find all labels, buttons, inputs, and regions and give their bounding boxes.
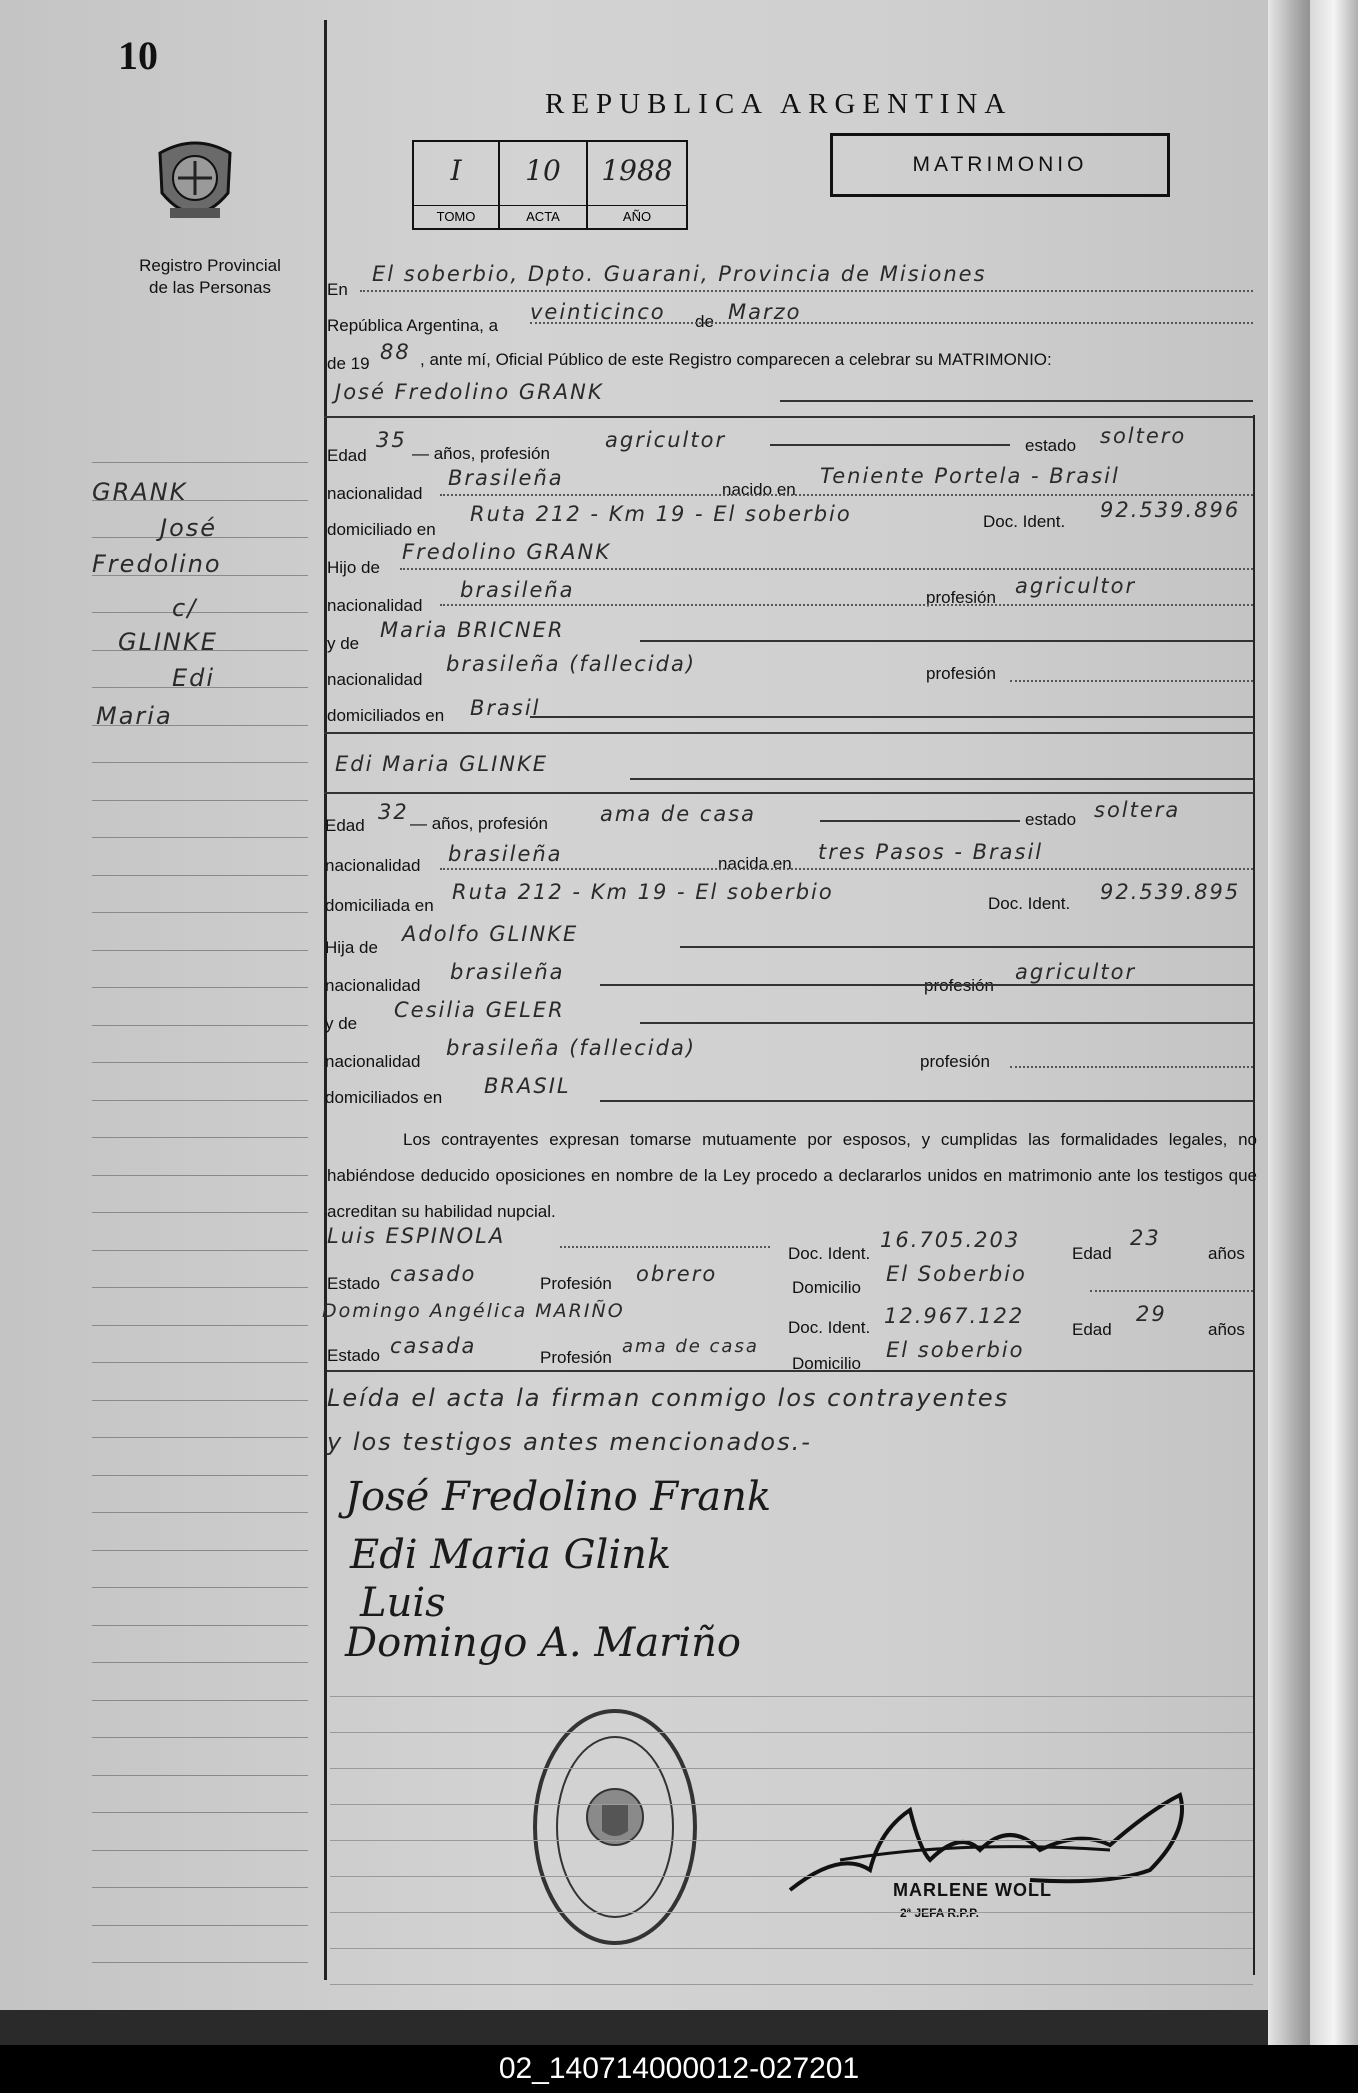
groom-mother-nationality: brasileña (fallecida) — [446, 652, 697, 676]
groom-name: José Fredolino GRANK — [335, 380, 604, 404]
margin-rule-line — [92, 1625, 308, 1626]
margin-rule-line — [92, 1887, 308, 1888]
margin-surname-groom: GRANK — [92, 478, 188, 506]
acta-value: 10 — [525, 154, 561, 187]
bride-father: Adolfo GLINKE — [402, 922, 579, 946]
body-rule-line — [330, 1948, 1253, 1949]
body-rule-line — [330, 1876, 1253, 1877]
bride-doc: 92.539.895 — [1100, 880, 1241, 904]
bride-name: Edi Maria GLINKE — [335, 752, 549, 776]
tomo-value: I — [450, 154, 462, 187]
day-value: veinticinco — [530, 300, 666, 324]
margin-rule-line — [92, 762, 308, 763]
groom-address: Ruta 212 - Km 19 - El soberbio — [470, 502, 852, 526]
groom-father: Fredolino GRANK — [402, 540, 612, 564]
signature-bride: Edi Maria Glink — [350, 1532, 672, 1578]
groom-father-nationality: brasileña — [460, 578, 575, 602]
margin-rule-line — [92, 1400, 308, 1401]
anio-label: AÑO — [588, 205, 686, 228]
tomo-label: TOMO — [414, 205, 498, 228]
signature-witness2: Domingo A. Mariño — [345, 1620, 741, 1666]
margin-rule-line — [92, 1812, 308, 1813]
margin-rule-line — [92, 1137, 308, 1138]
witness2-profession: ama de casa — [622, 1336, 759, 1357]
bride-age: 32 — [378, 800, 409, 824]
signature-witness1: Luis — [360, 1580, 446, 1626]
page-number: 10 — [118, 33, 158, 78]
official-title: 2ª JEFA R.P.P. — [900, 1906, 979, 1920]
margin-name-groom-1: José — [160, 514, 218, 542]
bride-mother-nationality: brasileña (fallecida) — [446, 1036, 697, 1060]
body-rule-line — [330, 1804, 1253, 1805]
margin-rule-line — [92, 912, 308, 913]
bride-parents-address: BRASIL — [484, 1074, 571, 1098]
margin-rule-line — [92, 1362, 308, 1363]
margin-rule-line — [92, 950, 308, 951]
margin-connector: c/ — [172, 594, 198, 622]
anio-value: 1988 — [601, 154, 673, 187]
en-label: En — [327, 280, 348, 299]
margin-rule-line — [92, 1550, 308, 1551]
body-rule-line — [330, 1912, 1253, 1913]
margin-rule-line — [92, 1212, 308, 1213]
witness2-name: Domingo Angélica MARIÑO — [322, 1300, 625, 1322]
body-rule-line — [330, 1840, 1253, 1841]
groom-age: 35 — [376, 428, 407, 452]
bride-status: soltera — [1094, 798, 1181, 822]
witness2-address: El soberbio — [886, 1338, 1025, 1362]
margin-name-bride-2: Maria — [96, 702, 173, 730]
witness1-status: casado — [390, 1262, 477, 1286]
bride-father-nationality: brasileña — [450, 960, 565, 984]
body-rule-line — [330, 1984, 1253, 1985]
bride-nationality: brasileña — [448, 842, 563, 866]
body-rule-line — [330, 1768, 1253, 1769]
act-id-table — [412, 140, 688, 230]
bride-father-profession: agricultor — [1015, 960, 1137, 984]
place-value: El soberbio, Dpto. Guarani, Provincia de Misiones — [372, 262, 987, 286]
groom-doc: 92.539.896 — [1100, 498, 1241, 522]
groom-father-profession: agricultor — [1015, 574, 1137, 598]
register-page: 10 Registro Provincial de las Personas REPUBLICA ARGENTINA MATRIMONIO I TOMO 10 ACTA 1988 AÑO GRANK José Fredolino c/ GLINKE Edi Maria En El soberbio, Dpto. Guarani, Provincia de Misiones República Argentina, a veinticinco de Marzo de 19 88 , ante mí, Oficial Público de este Registro comparecen a celebrar su MATRIMONIO: José Fredolino GRANK Edad 35 — años, profesión agricultor estado soltero nacionalidad Brasileña nacido en Teniente Portela - Brasil domiciliado en Ruta 212 - Km 19 - El soberbio Doc. Ident. 92.539.896 Hijo de Fredolino GRANK nacionalidad brasileña profesión agricultor y de Maria BRICNER nacionalidad brasileña (fallecida) profesión domiciliados en Brasil Edi Maria GLINKE Edad 32 — años, profesión ama de casa estado soltera nacionalidad brasileña nacida en tres Pasos - Brasil domiciliada en Ruta 212 - Km 19 - El soberbio Doc. Ident. 92.539.895 Hija de Adolfo GLINKE nacionalidad brasileña profesión agricultor y de Cesilia GELER nacionalidad brasileña (fallecida) profesión domiciliados en BRASIL Los contrayentes expresan tomarse mutuamente por esposos, y cumplidas las formalidades legales, no habiéndose deducido oposiciones en nombre de la Ley procedo a declararlos unidos en matrimonio ante los testigos que acreditan su habilidad nupcial. Luis ESPINOLA Doc. Ident. 16.705.203 Edad 23 años Estado casado Profesión obrero Domicilio El Soberbio Domingo Angélica MARIÑO Doc. Ident. 12.967.122 Edad 29 años Estado casada Profesión ama de casa Domicilio El soberbio Leída el acta la firman conmigo los contrayentes y los testigos antes mencionados.- José Fredolino Frank Edi Maria Glink Luis Domingo A. Mariño MARLENE WOLL 2ª JEFA R.P.P. — [0, 0, 1310, 2010]
official-stamp-icon — [530, 1705, 700, 1950]
signature-groom: José Fredolino Frank — [345, 1474, 772, 1520]
groom-birthplace: Teniente Portela - Brasil — [820, 464, 1120, 488]
margin-rule-line — [92, 1025, 308, 1026]
acta-label: ACTA — [500, 205, 586, 228]
margin-rule-line — [92, 987, 308, 988]
groom-nationality: Brasileña — [448, 466, 564, 490]
witness1-doc: 16.705.203 — [880, 1228, 1021, 1252]
margin-rule-line — [92, 1287, 308, 1288]
margin-rule-line — [92, 1962, 308, 1963]
footer-code: 02_140714000012-027201 — [0, 2045, 1358, 2093]
margin-rule-line — [92, 1662, 308, 1663]
groom-profession: agricultor — [605, 428, 727, 452]
margin-rule-line — [92, 837, 308, 838]
year-prefix: de 19 — [327, 354, 370, 373]
witness1-profession: obrero — [636, 1262, 718, 1286]
book-spine — [1310, 0, 1358, 2045]
de-label: de — [695, 312, 714, 331]
groom-status: soltero — [1100, 424, 1187, 448]
statement: , ante mí, Oficial Público de este Registro comparecen a celebrar su MATRIMONIO: — [420, 350, 1052, 369]
body-rule-line — [330, 1732, 1253, 1733]
witness1-address: El Soberbio — [886, 1262, 1027, 1286]
margin-rule-line — [92, 1475, 308, 1476]
margin-divider — [324, 20, 327, 1980]
margin-rule-line — [92, 1700, 308, 1701]
margin-rule-line — [92, 1850, 308, 1851]
margin-name-bride-1: Edi — [172, 664, 216, 692]
groom-mother: Maria BRICNER — [380, 618, 565, 642]
republica-label: República Argentina, a — [327, 316, 499, 335]
closing-line-1: Leída el acta la firman conmigo los contrayentes — [327, 1384, 1010, 1412]
witness2-doc: 12.967.122 — [884, 1304, 1025, 1328]
witness2-status: casada — [390, 1334, 477, 1358]
bride-address: Ruta 212 - Km 19 - El soberbio — [452, 880, 834, 904]
margin-name-groom-2: Fredolino — [92, 550, 222, 578]
registry-label: Registro Provincial de las Personas — [139, 256, 281, 297]
margin-rule-line — [92, 1250, 308, 1251]
margin-rule-line — [92, 1325, 308, 1326]
margin-rule-line — [92, 1925, 308, 1926]
country-title: REPUBLICA ARGENTINA — [545, 88, 1013, 120]
act-type-box: MATRIMONIO — [830, 133, 1170, 197]
margin-rule-line — [92, 1062, 308, 1063]
witness1-age: 23 — [1130, 1226, 1161, 1250]
margin-rule-line — [92, 1512, 308, 1513]
bride-profession: ama de casa — [600, 802, 757, 826]
margin-rule-line — [92, 800, 308, 801]
bride-birthplace: tres Pasos - Brasil — [818, 840, 1044, 864]
margin-rule-line — [92, 612, 308, 613]
official-name: MARLENE WOLL — [893, 1880, 1052, 1900]
margin-rule-line — [92, 875, 308, 876]
margin-rule-line — [92, 462, 308, 463]
month-value: Marzo — [728, 300, 802, 324]
witness2-age: 29 — [1136, 1302, 1167, 1326]
margin-rule-line — [92, 1175, 308, 1176]
witness1-name: Luis ESPINOLA — [327, 1224, 506, 1248]
margin-rule-line — [92, 1775, 308, 1776]
margin-rule-line — [92, 1100, 308, 1101]
margin-rule-line — [92, 1437, 308, 1438]
margin-rule-line — [92, 1587, 308, 1588]
bride-mother: Cesilia GELER — [394, 998, 565, 1022]
closing-line-2: y los testigos antes mencionados.- — [327, 1428, 812, 1456]
margin-surname-bride: GLINKE — [118, 628, 218, 656]
coat-of-arms-icon — [150, 133, 240, 233]
margin-rule-line — [92, 1737, 308, 1738]
year-value: 88 — [380, 340, 411, 364]
groom-parents-address: Brasil — [470, 696, 541, 720]
body-rule-line — [330, 1696, 1253, 1697]
declaration: Los contrayentes expresan tomarse mutuamente por esposos, y cumplidas las formalidades legales, no habiéndose deducido oposiciones en nombre de la Ley procedo a declararlos unidos en matrimonio ante los testigos que acreditan su habilidad nupcial. — [327, 1130, 1257, 1221]
